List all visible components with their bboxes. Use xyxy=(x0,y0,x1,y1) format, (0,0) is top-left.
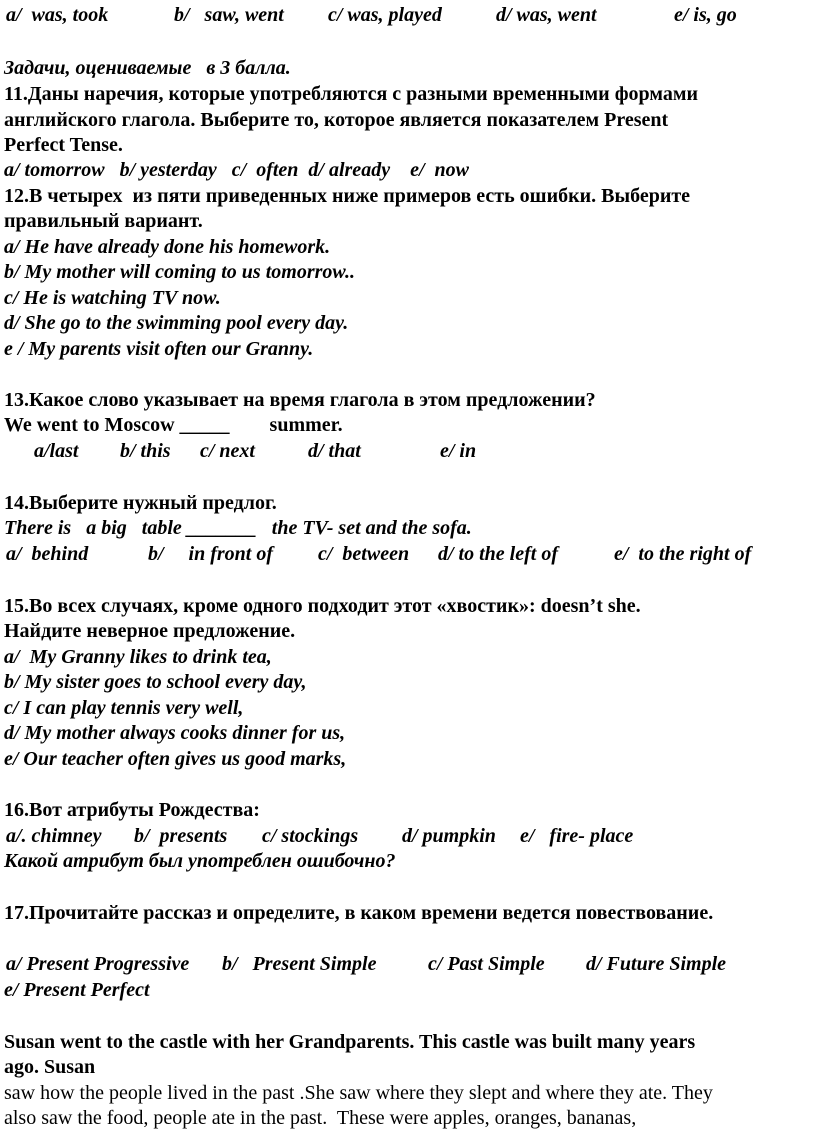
q13-sentence-start: We went to Moscow xyxy=(4,414,180,436)
story-bold-line-1: Susan went to the castle with her Grandparents. This castle was built many years xyxy=(4,1031,696,1053)
top-option-b: b/ saw, went xyxy=(174,4,284,26)
q14-option-d: d/ to the left of xyxy=(438,543,558,565)
q16-option-c: c/ stockings xyxy=(262,825,359,847)
q11-line-2: английского глагола. Выберите то, которое является показателем Present xyxy=(4,109,669,131)
q13-option-a: a/last xyxy=(34,440,79,462)
q13-sentence-end: summer. xyxy=(229,414,343,436)
q14-option-b: b/ in front of xyxy=(148,543,274,565)
q11-line-1: 11.Даны наречия, которые употребляются с разными временными формами xyxy=(4,83,698,105)
q12-line-1: 12.В четырех из пяти приведенных ниже примеров есть ошибки. Выберите xyxy=(4,185,691,207)
q12-option-a: a/ He have already done his homework. xyxy=(4,236,331,258)
q12-option-b: b/ My mother will coming to us tomorrow.. xyxy=(4,261,355,283)
q14-option-e: e/ to the right of xyxy=(614,543,752,565)
q11-options: a/ tomorrow b/ yesterday c/ often d/ already e/ now xyxy=(4,159,469,181)
q13-option-c: c/ next xyxy=(200,440,255,462)
q15-option-c: c/ I can play tennis very well, xyxy=(4,697,244,719)
q17-option-c: c/ Past Simple xyxy=(428,953,545,975)
q14-question: 14.Выберите нужный предлог. xyxy=(4,492,277,514)
section-header: Задачи, оцениваемые в 3 балла. xyxy=(4,57,291,79)
q13-sentence xyxy=(4,413,343,437)
q13-option-d: d/ that xyxy=(308,440,361,462)
q14-option-a: a/ behind xyxy=(6,543,89,565)
top-option-a: a/ was, took xyxy=(6,4,109,26)
q12-option-d: d/ She go to the swimming pool every day. xyxy=(4,312,349,334)
q16-option-e: e/ fire- place xyxy=(520,825,634,847)
story-bold-line-2: ago. Susan xyxy=(4,1056,96,1078)
story-plain-line-2: also saw the food, people ate in the past. These were apples, oranges, bananas, xyxy=(4,1107,637,1129)
q13-blank: _____ xyxy=(179,414,230,436)
q17-option-e: e/ Present Perfect xyxy=(4,979,150,1001)
q14-option-c: c/ between xyxy=(318,543,410,565)
q17-option-b: b/ Present Simple xyxy=(222,953,377,975)
q16-question: 16.Вот атрибуты Рождества: xyxy=(4,799,260,821)
q15-line-1: 15.Во всех случаях, кроме одного подходит этот «хвостик»: doesn’t she. xyxy=(4,595,641,617)
top-option-c: c/ was, played xyxy=(328,4,442,26)
top-option-d: d/ was, went xyxy=(496,4,597,26)
top-option-e: e/ is, go xyxy=(674,4,737,26)
q11-line-3: Perfect Tense. xyxy=(4,134,123,156)
q15-option-e: e/ Our teacher often gives us good marks, xyxy=(4,748,347,770)
q17-question: 17.Прочитайте рассказ и определите, в каком времени ведется повествование. xyxy=(4,902,714,924)
q13-option-b: b/ this xyxy=(120,440,171,462)
q16-followup: Какой атрибут был употреблен ошибочно? xyxy=(4,850,396,872)
q12-option-c: c/ He is watching TV now. xyxy=(4,287,221,309)
q17-option-d: d/ Future Simple xyxy=(586,953,727,975)
q15-option-d: d/ My mother always cooks dinner for us, xyxy=(4,722,346,744)
q12-line-2: правильный вариант. xyxy=(4,210,203,232)
q15-line-2: Найдите неверное предложение. xyxy=(4,620,296,642)
q14-sentence: There is a big table _______ the TV- set and the sofa. xyxy=(4,517,472,539)
q15-option-b: b/ My sister goes to school every day, xyxy=(4,671,307,693)
q16-option-d: d/ pumpkin xyxy=(402,825,496,847)
q13-question: 13.Какое слово указывает на время глагола в этом предложении? xyxy=(4,389,596,411)
q16-option-b: b/ presents xyxy=(134,825,228,847)
q16-option-a: a/. chimney xyxy=(6,825,102,847)
story-plain-line-1: saw how the people lived in the past .She saw where they slept and where they ate. They xyxy=(4,1082,713,1104)
q17-option-a: a/ Present Progressive xyxy=(6,953,190,975)
q15-option-a: a/ My Granny likes to drink tea, xyxy=(4,646,272,668)
q12-option-e: e / My parents visit often our Granny. xyxy=(4,338,314,360)
q13-option-e: e/ in xyxy=(440,440,477,462)
